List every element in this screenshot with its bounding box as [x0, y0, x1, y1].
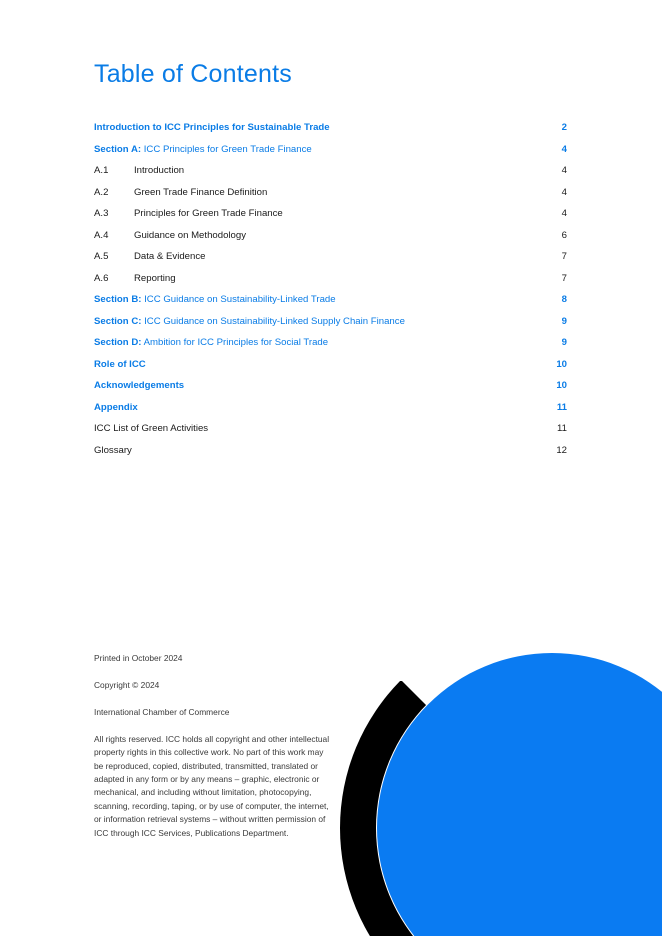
page-title: Table of Contents — [94, 60, 292, 88]
table-of-contents — [94, 117, 567, 461]
toc-entry-number: A.1 — [94, 165, 109, 177]
printed-date: Printed in October 2024 — [94, 653, 183, 663]
copyright-notice: Copyright © 2024 — [94, 679, 160, 690]
toc-entry-section-b[interactable] — [94, 289, 567, 311]
section-title: ICC Guidance on Sustainability-Linked Trade — [144, 294, 336, 306]
toc-entry-a5[interactable] — [94, 246, 567, 268]
rights-statement: All rights reserved. ICC holds all copyright and other intellectual property rights in this collective work. No part of this work may be reproduced, copied, distributed, transmitted, translated or adapted in any form or by any means – graphic, electronic or mechanical, and including without limitation, photocopying, scanning, recording, taping, or by use of computer, the internet, or information retrieval systems – without written permission of ICC through ICC Services, Publications Department. — [94, 733, 330, 838]
toc-entry-label: Principles for Green Trade Finance — [134, 208, 283, 220]
toc-entry-label: Glossary — [94, 444, 132, 456]
toc-entry-label: Data & Evidence — [134, 251, 206, 263]
toc-entry-a1[interactable] — [94, 160, 567, 182]
toc-entry-number: A.6 — [94, 272, 109, 284]
toc-entry-a2[interactable] — [94, 182, 567, 204]
toc-page-number: 7 — [561, 272, 567, 284]
toc-page-number: 11 — [557, 423, 567, 435]
toc-entry-section-a[interactable] — [94, 139, 567, 161]
toc-page-number: 7 — [561, 251, 567, 263]
organization-name: International Chamber of Commerce — [94, 706, 230, 717]
toc-entry-label: Reporting — [134, 272, 176, 284]
toc-entry-label — [94, 144, 562, 155]
toc-entry-green-activities[interactable] — [94, 418, 567, 440]
section-title: ICC Guidance on Sustainability-Linked Supply Chain Finance — [144, 315, 405, 327]
toc-page-number: 4 — [561, 186, 567, 198]
toc-entry-label — [94, 316, 562, 327]
toc-entry-number: A.3 — [94, 208, 109, 220]
toc-entry-acknowledgements[interactable] — [94, 375, 567, 397]
toc-entry-label: Guidance on Methodology — [134, 229, 247, 241]
section-label: Section A: — [94, 143, 142, 155]
toc-entry-a4[interactable] — [94, 225, 567, 247]
toc-page-number: 8 — [561, 294, 567, 306]
toc-entry-label: Introduction to ICC Principles for Sustainable Trade — [94, 122, 330, 134]
toc-page-number: 9 — [561, 315, 567, 327]
section-label: Section C: — [94, 315, 142, 327]
toc-entry-section-c[interactable] — [94, 311, 567, 333]
toc-entry-label — [94, 294, 562, 305]
blue-circle-shape — [377, 653, 662, 936]
toc-page-number: 4 — [561, 143, 567, 155]
toc-entry-number: A.2 — [94, 186, 109, 198]
toc-entry-label — [94, 337, 562, 348]
toc-page-number: 10 — [556, 358, 567, 370]
white-gap-ring — [376, 652, 662, 936]
toc-page-number: 12 — [556, 444, 567, 456]
toc-entry-label: ICC List of Green Activities — [94, 423, 209, 435]
toc-page-number: 6 — [561, 229, 567, 241]
toc-entry-glossary[interactable] — [94, 440, 567, 462]
toc-entry-a6[interactable] — [94, 268, 567, 290]
toc-entry-number: A.4 — [94, 229, 109, 241]
toc-entry-introduction[interactable] — [94, 117, 567, 139]
toc-page-number: 9 — [561, 337, 567, 349]
toc-entry-role-of-icc[interactable] — [94, 354, 567, 376]
toc-entry-label: Green Trade Finance Definition — [134, 186, 268, 198]
toc-entry-section-d[interactable] — [94, 332, 567, 354]
toc-entry-label: Acknowledgements — [94, 380, 185, 392]
section-label: Section B: — [94, 294, 142, 306]
section-title: Ambition for ICC Principles for Social Trade — [143, 337, 329, 349]
toc-entry-label: Appendix — [94, 401, 138, 413]
toc-entry-label: Introduction — [134, 165, 185, 177]
toc-page-number: 11 — [556, 401, 567, 413]
black-arc-shape — [340, 618, 662, 936]
toc-page-number: 4 — [561, 165, 567, 177]
toc-entry-a3[interactable] — [94, 203, 567, 225]
toc-entry-appendix[interactable] — [94, 397, 567, 419]
section-label: Section D: — [94, 337, 142, 349]
toc-entry-number: A.5 — [94, 251, 109, 263]
toc-page-number: 10 — [556, 380, 567, 392]
toc-page-number: 2 — [561, 122, 567, 134]
toc-page-number: 4 — [561, 208, 567, 220]
toc-entry-label: Role of ICC — [94, 358, 146, 370]
publication-info — [94, 652, 334, 840]
section-title: ICC Principles for Green Trade Finance — [143, 143, 312, 155]
